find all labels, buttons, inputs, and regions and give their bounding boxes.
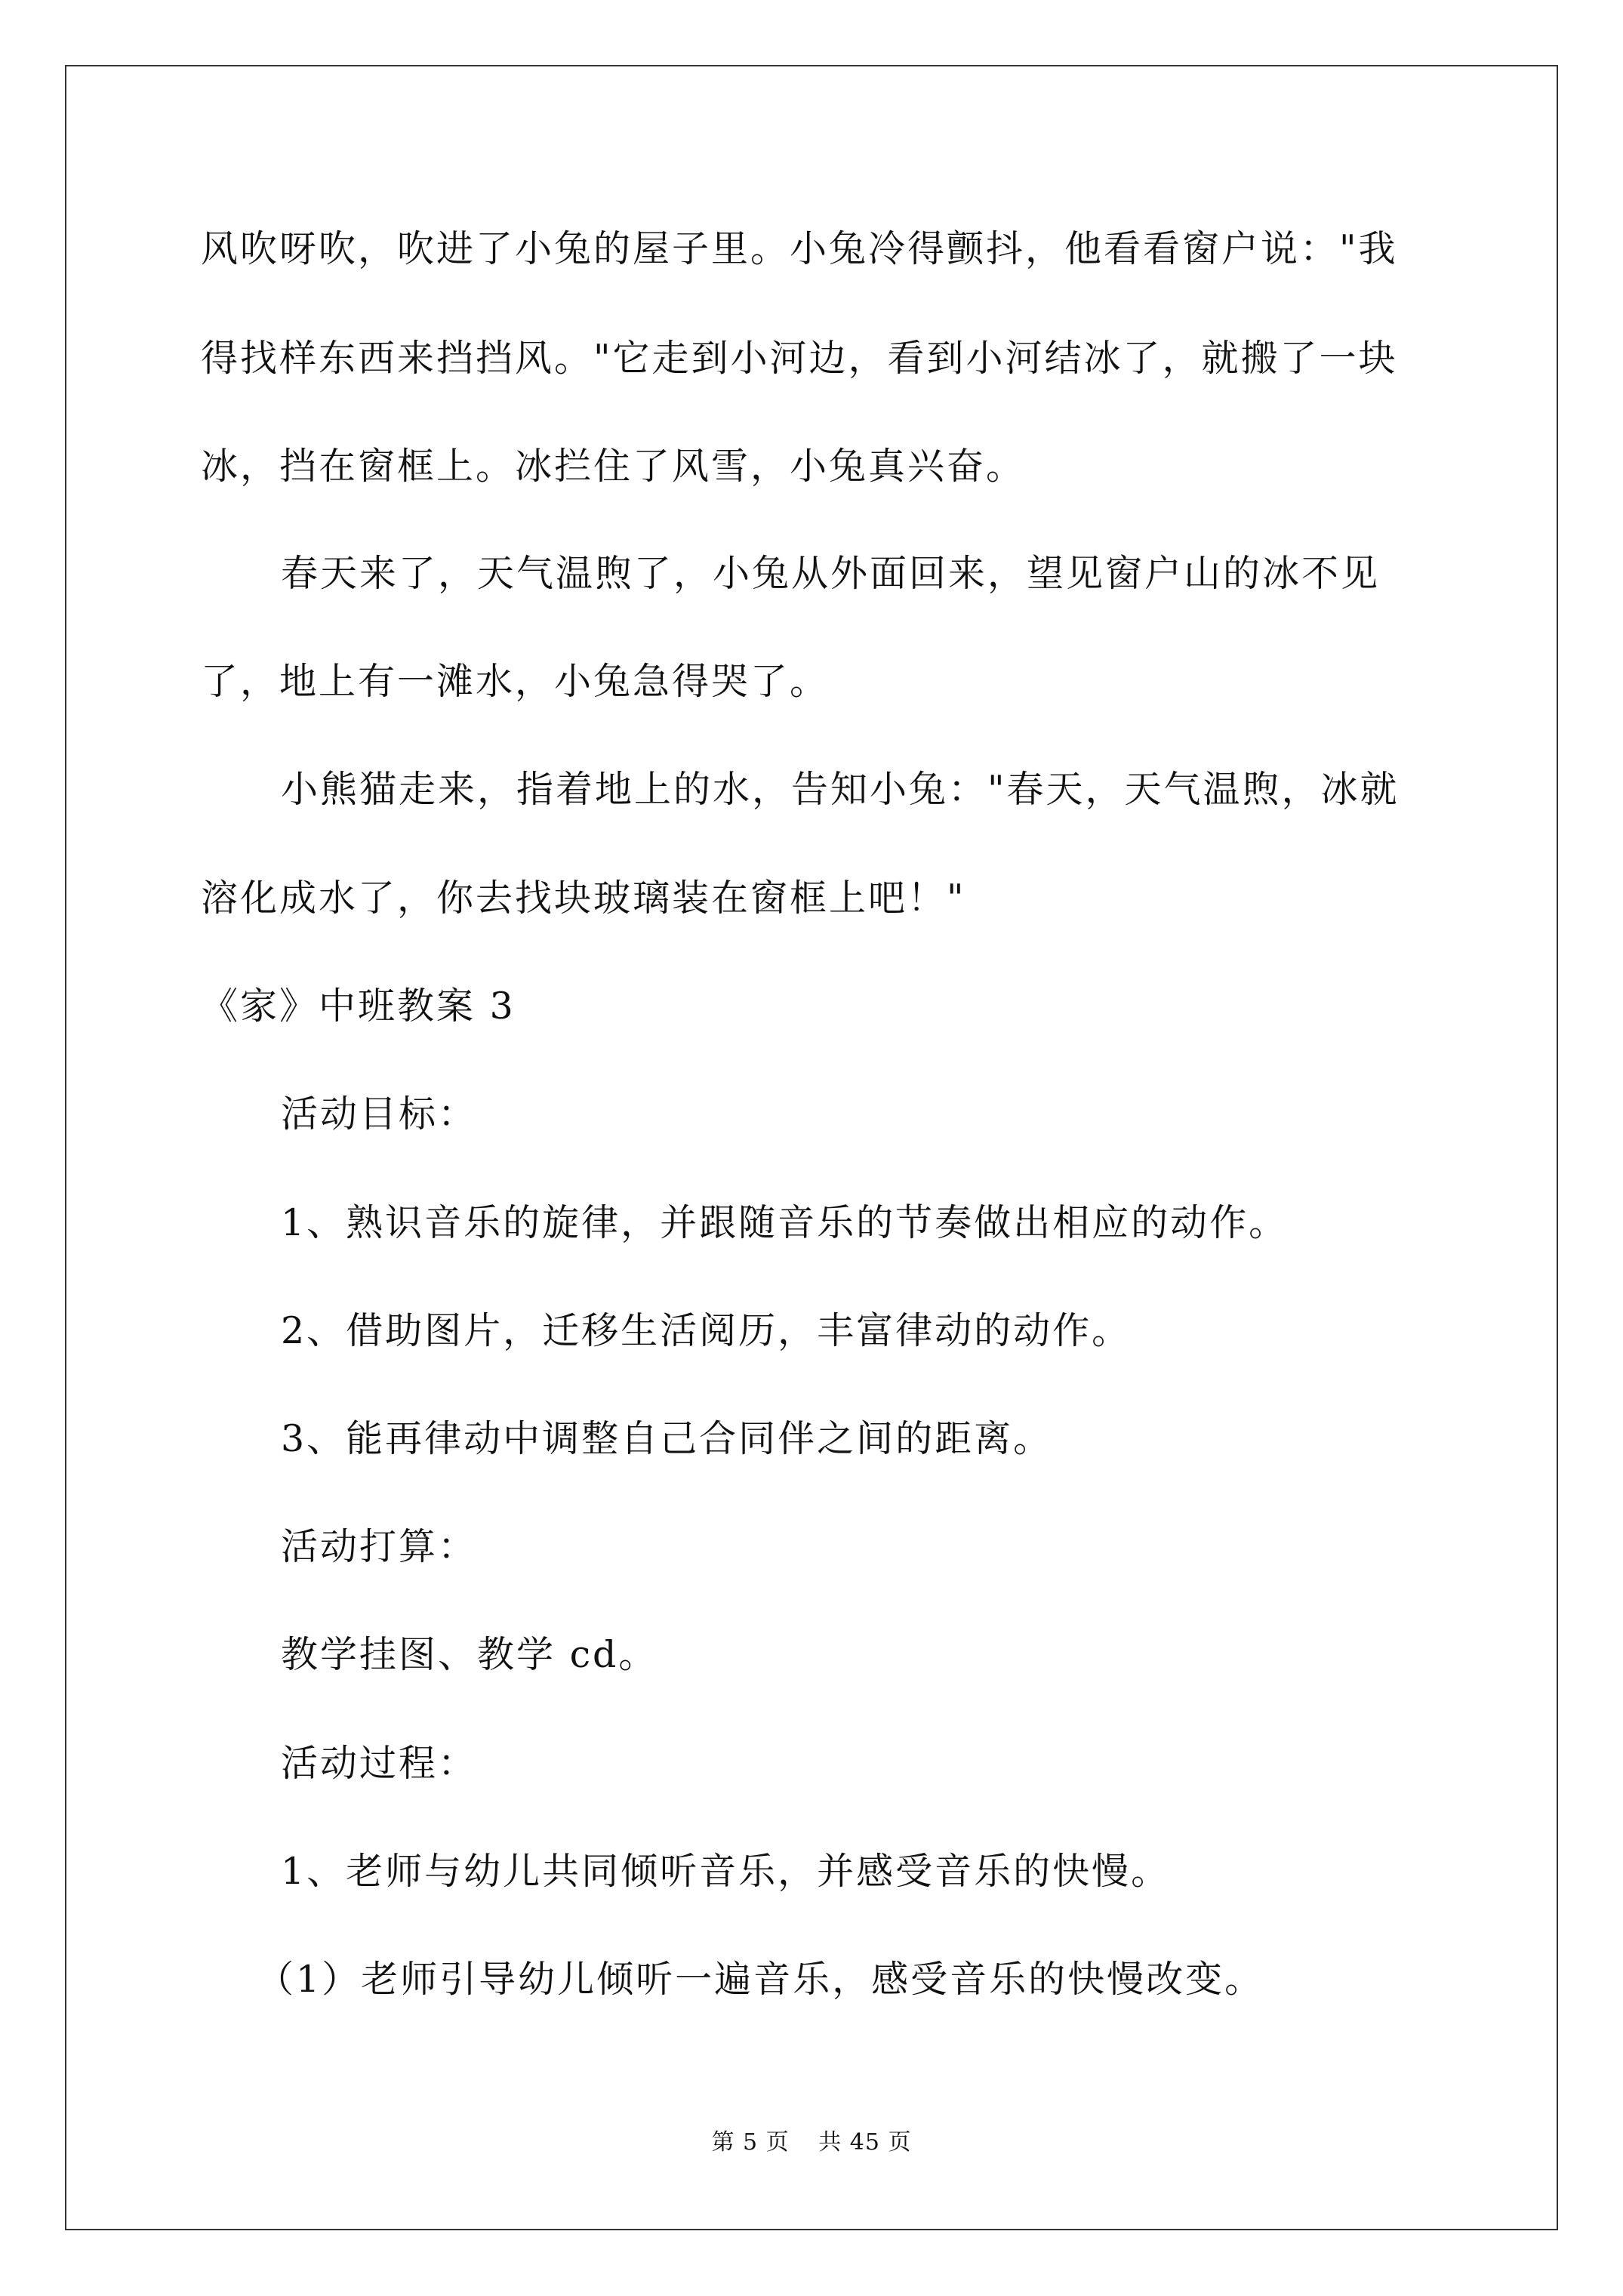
process-step-1: 1、老师与幼儿共同倾听音乐，并感受音乐的快慢。 — [281, 1850, 1171, 1893]
page-border — [65, 65, 1558, 2230]
section-heading: 《家》中班教案 3 — [201, 985, 516, 1028]
story-line-6: 小熊猫走来，指着地上的水，告知小兔："春天，天气温煦，冰就 — [281, 768, 1400, 811]
activity-prep-heading: 活动打算： — [281, 1525, 478, 1568]
story-line-5: 了，地上有一滩水，小兔急得哭了。 — [201, 660, 830, 703]
activity-process-heading: 活动过程： — [281, 1742, 478, 1785]
page-total: 共 45 页 — [818, 2129, 912, 2156]
process-substep-1: （1）老师引导幼儿倾听一遍音乐，感受音乐的快慢改变。 — [257, 1958, 1264, 2001]
story-line-7: 溶化成水了，你去找块玻璃装在窗框上吧！" — [201, 877, 966, 920]
goal-item-2: 2、借助图片，迁移生活阅历，丰富律动的动作。 — [281, 1309, 1132, 1352]
story-line-4: 春天来了，天气温煦了，小兔从外面回来，望见窗户山的冰不见 — [281, 552, 1381, 595]
goal-item-3: 3、能再律动中调整自己合同伴之间的距离。 — [281, 1417, 1053, 1460]
goal-item-1: 1、熟识音乐的旋律，并跟随音乐的节奏做出相应的动作。 — [281, 1201, 1289, 1244]
page-footer — [0, 2128, 1623, 2158]
story-line-2: 得找样东西来挡挡风。"它走到小河边，看到小河结冰了，就搬了一块 — [201, 337, 1398, 380]
page-number: 第 5 页 — [711, 2129, 790, 2156]
activity-prep-content: 教学挂图、教学 cd。 — [281, 1633, 658, 1676]
story-line-1: 风吹呀吹，吹进了小兔的屋子里。小兔冷得颤抖，他看看窗户说："我 — [201, 227, 1398, 270]
activity-goals-heading: 活动目标： — [281, 1093, 478, 1136]
story-line-3: 冰，挡在窗框上。冰拦住了风雪，小兔真兴奋。 — [201, 445, 1026, 488]
